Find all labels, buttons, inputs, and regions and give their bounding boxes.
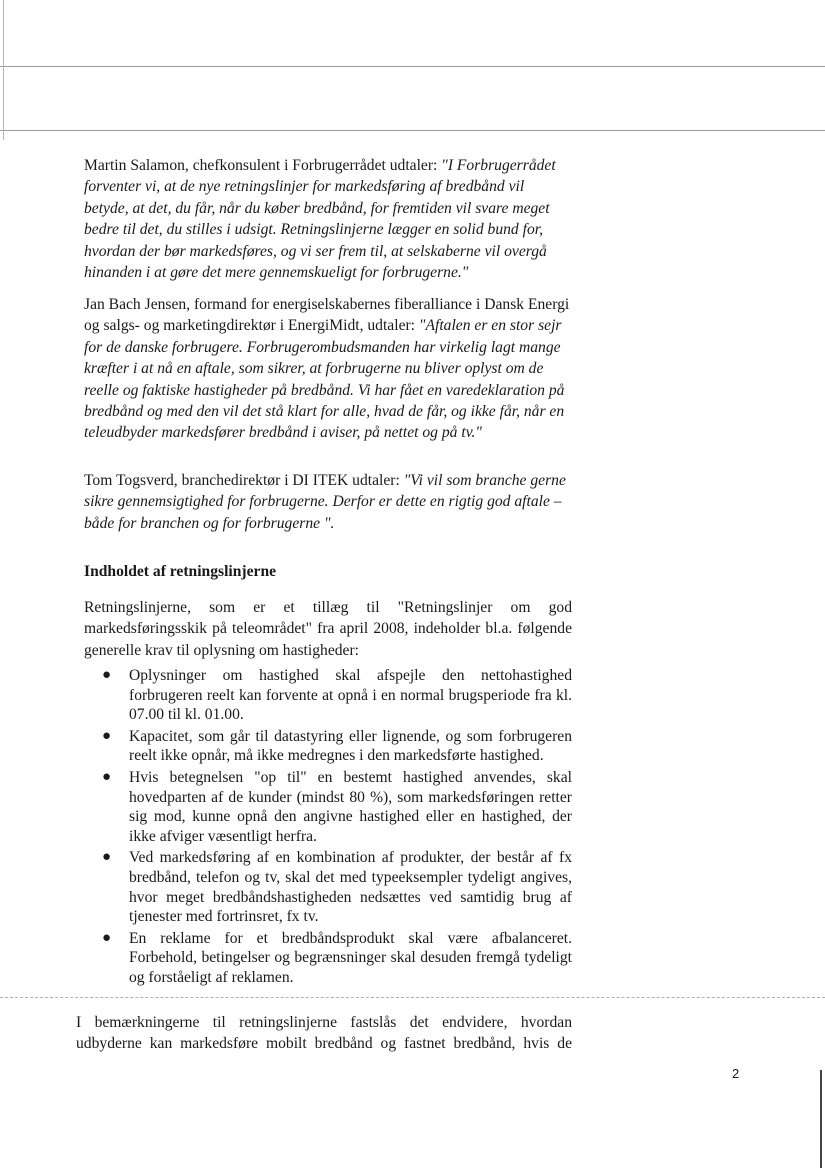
list-item: [84, 929, 572, 988]
bullet-icon: ●: [102, 727, 112, 744]
list-item: [84, 666, 572, 725]
quote-paragraph-togsverd: [84, 470, 572, 534]
list-item-text: Kapacitet, som går til datastyring eller lignende, og som forbrugeren reelt ikke opnår, må ikke medregnes i den markedsførte hastighed.: [129, 727, 572, 765]
speaker-salamon: Martin Salamon, chefkonsulent i Forbrugerrådet udtaler:: [84, 157, 442, 174]
list-item-text: Ved markedsføring af en kombination af produkter, der består af fx bredbånd, telefon og tv, skal det med typeeksempler tydeligt angives, hvor meget bredbåndshastigheden nedsættes ved samtidig brug af tjenester med fortrinsret, fx tv.: [129, 849, 572, 926]
requirements-list: [84, 666, 572, 990]
scan-rule-bottom: [0, 997, 825, 998]
scan-rule-top: [0, 66, 825, 67]
list-item-text: En reklame for et bredbåndsprodukt skal være afbalanceret. Forbehold, betingelser og begrænsninger skal desuden fremgå tydeligt og forståeligt af reklamen.: [129, 929, 572, 986]
closing-paragraph: I bemærkningerne til retningslinjerne fastslås det endvidere, hvordan udbyderne kan markedsføre mobilt bredbånd og fastnet bredbånd, hvis de: [76, 1014, 572, 1053]
quote-paragraph-jensen: [84, 294, 572, 444]
speaker-jensen: Jan Bach Jensen, formand for energiselskabernes fiberalliance i Dansk Energi og salgs- og marketingdirektør i EnergiMidt, udtaler:: [84, 296, 570, 335]
quote-togsverd: "Vi vil som branche gerne sikre gennemsigtighed for forbrugerne. Derfor er dette en rigtig god aftale – både for branchen og for forbrugerne ".: [84, 472, 566, 532]
quote-jensen: "Aftalen er en stor sejr for de danske forbrugere. Forbrugerombudsmanden har virkelig lagt mange kræfter i at nå en aftale, som sikrer, at forbrugerne nu bliver oplyst om de reelle og faktiske hastigheder på bredbånd. Vi har fået en varedeklaration på bredbånd og med den vil det stå klart for alle, hvad de får, og ikke får, når en teleudbyder markedsfører bredbånd i aviser, på nettet og på tv.": [84, 317, 565, 442]
bullet-icon: ●: [102, 768, 112, 785]
list-item-text: Oplysninger om hastighed skal afspejle den nettohastighed forbrugeren reelt kan forvente at opnå i en normal brugsperiode fra kl. 07.00 til kl. 01.00.: [129, 667, 572, 724]
list-item: [84, 768, 572, 846]
list-item: [84, 848, 572, 926]
page-number: 2: [732, 1066, 740, 1081]
intro-paragraph: Retningslinjerne, som er et tillæg til "Retningslinjer om god markedsføringsskik på teleområdet" fra april 2008, indeholder bl.a. følgende generelle krav til oplysning om hastigheder:: [84, 599, 572, 659]
bullet-icon: ●: [102, 667, 112, 683]
scan-edge-left: [3, 0, 4, 140]
scan-edge-right: [820, 1070, 822, 1168]
speaker-togsverd: Tom Togsverd, branchedirektør i DI ITEK udtaler:: [84, 472, 404, 489]
quote-salamon: "I Forbrugerrådet forventer vi, at de nye retningslinjer for markedsføring af bredbånd vil betyde, at det, du får, når du køber bredbånd, for fremtiden vil svare meget bedre til det, du stilles i udsigt. Retningslinjerne lægger en solid bund for, hvordan der bør markedsføres, og vi ser frem til, at selskaberne vil overgå hinanden i at gøre det mere gennemskueligt for forbrugerne.": [84, 157, 556, 282]
list-item-text: Hvis betegnelsen "op til" en bestemt hastighed anvendes, skal hovedparten af de kunder (mindst 80 %), som markedsføringen retter sig mod, kunne opnå den angivne hastighed eller en hastighed, der ikke afviger væsentligt herfra.: [129, 768, 572, 845]
bullet-icon: ●: [102, 849, 112, 866]
quote-paragraph-salamon: [84, 155, 572, 283]
list-item: [84, 727, 572, 766]
section-heading: Indholdet af retningslinjerne: [84, 563, 277, 580]
scan-rule-header: [0, 130, 825, 131]
bullet-icon: ●: [102, 929, 112, 946]
